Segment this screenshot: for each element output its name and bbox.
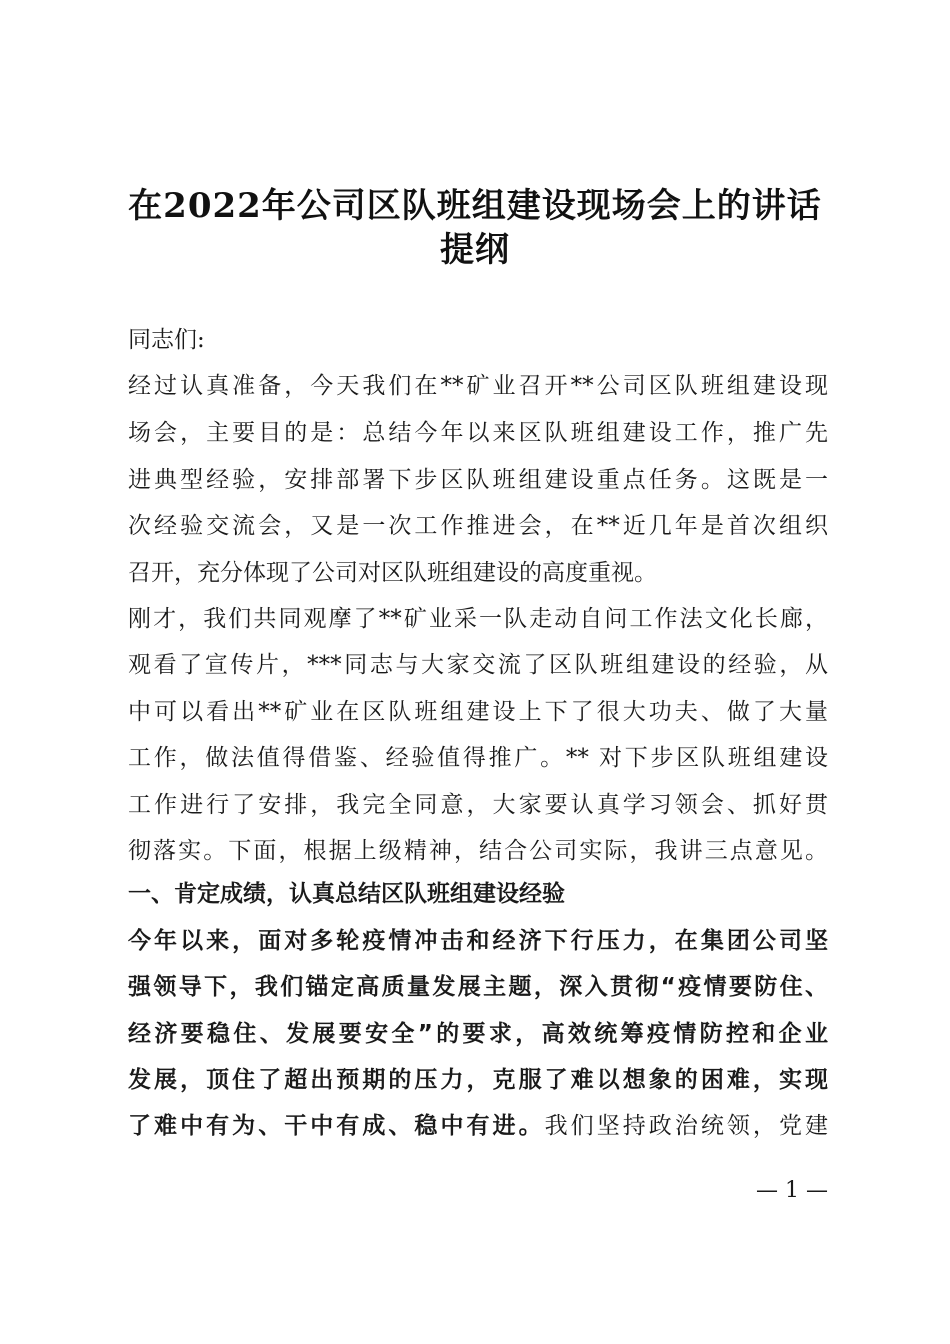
paragraph-line: 场会，主要目的是：总结今年以来区队班组建设工作，推广先: [128, 420, 828, 446]
paragraph-line-bold: 强领导下，我们锚定高质量发展主题，深入贯彻“疫情要防住、: [128, 974, 828, 1000]
paragraph-line: 刚才，我们共同观摩了**矿业采一队走动自问工作法文化长廊，: [128, 606, 828, 632]
document-title-line-1: 在2022年公司区队班组建设现场会上的讲话: [128, 186, 822, 226]
paragraph-line: 彻落实。下面，根据上级精神，结合公司实际，我讲三点意见。: [128, 838, 828, 864]
paragraph-line: 工作，做法值得借鉴、经验值得推广。** 对下步区队班组建设: [128, 745, 828, 771]
paragraph-line: 次经验交流会，又是一次工作推进会，在**近几年是首次组织: [128, 513, 828, 539]
paragraph-line: 观看了宣传片，***同志与大家交流了区队班组建设的经验，从: [128, 652, 828, 678]
paragraph-line-bold: 今年以来，面对多轮疫情冲击和经济下行压力，在集团公司坚: [128, 928, 828, 954]
section-heading: 一、肯定成绩，认真总结区队班组建设经验: [128, 881, 565, 907]
paragraph-line: 中可以看出**矿业在区队班组建设上下了很大功夫、做了大量: [128, 699, 828, 725]
paragraph-line: 进典型经验，安排部署下步区队班组建设重点任务。这既是一: [128, 467, 828, 493]
greeting: 同志们:: [128, 327, 205, 353]
paragraph-line: 工作进行了安排，我完全同意，大家要认真学习领会、抓好贯: [128, 792, 828, 818]
paragraph-line: 召开，充分体现了公司对区队班组建设的高度重视。: [128, 560, 657, 586]
paragraph-line-bold: 发展，顶住了超出预期的压力，克服了难以想象的困难，实现: [128, 1067, 828, 1093]
paragraph-line: 经过认真准备，今天我们在**矿业召开**公司区队班组建设现: [128, 373, 828, 399]
paragraph-normal-fragment: 我们坚持政治统领，党建: [544, 1113, 829, 1139]
document-title-line-2: 提纲: [440, 230, 510, 270]
paragraph-bold-fragment: 了难中有为、干中有成、稳中有进。: [128, 1113, 545, 1139]
paragraph-line-mixed: [128, 1111, 828, 1141]
page-number: — 1 —: [756, 1178, 828, 1203]
paragraph-line-bold: 经济要稳住、发展要安全”的要求，高效统筹疫情防控和企业: [128, 1021, 828, 1047]
